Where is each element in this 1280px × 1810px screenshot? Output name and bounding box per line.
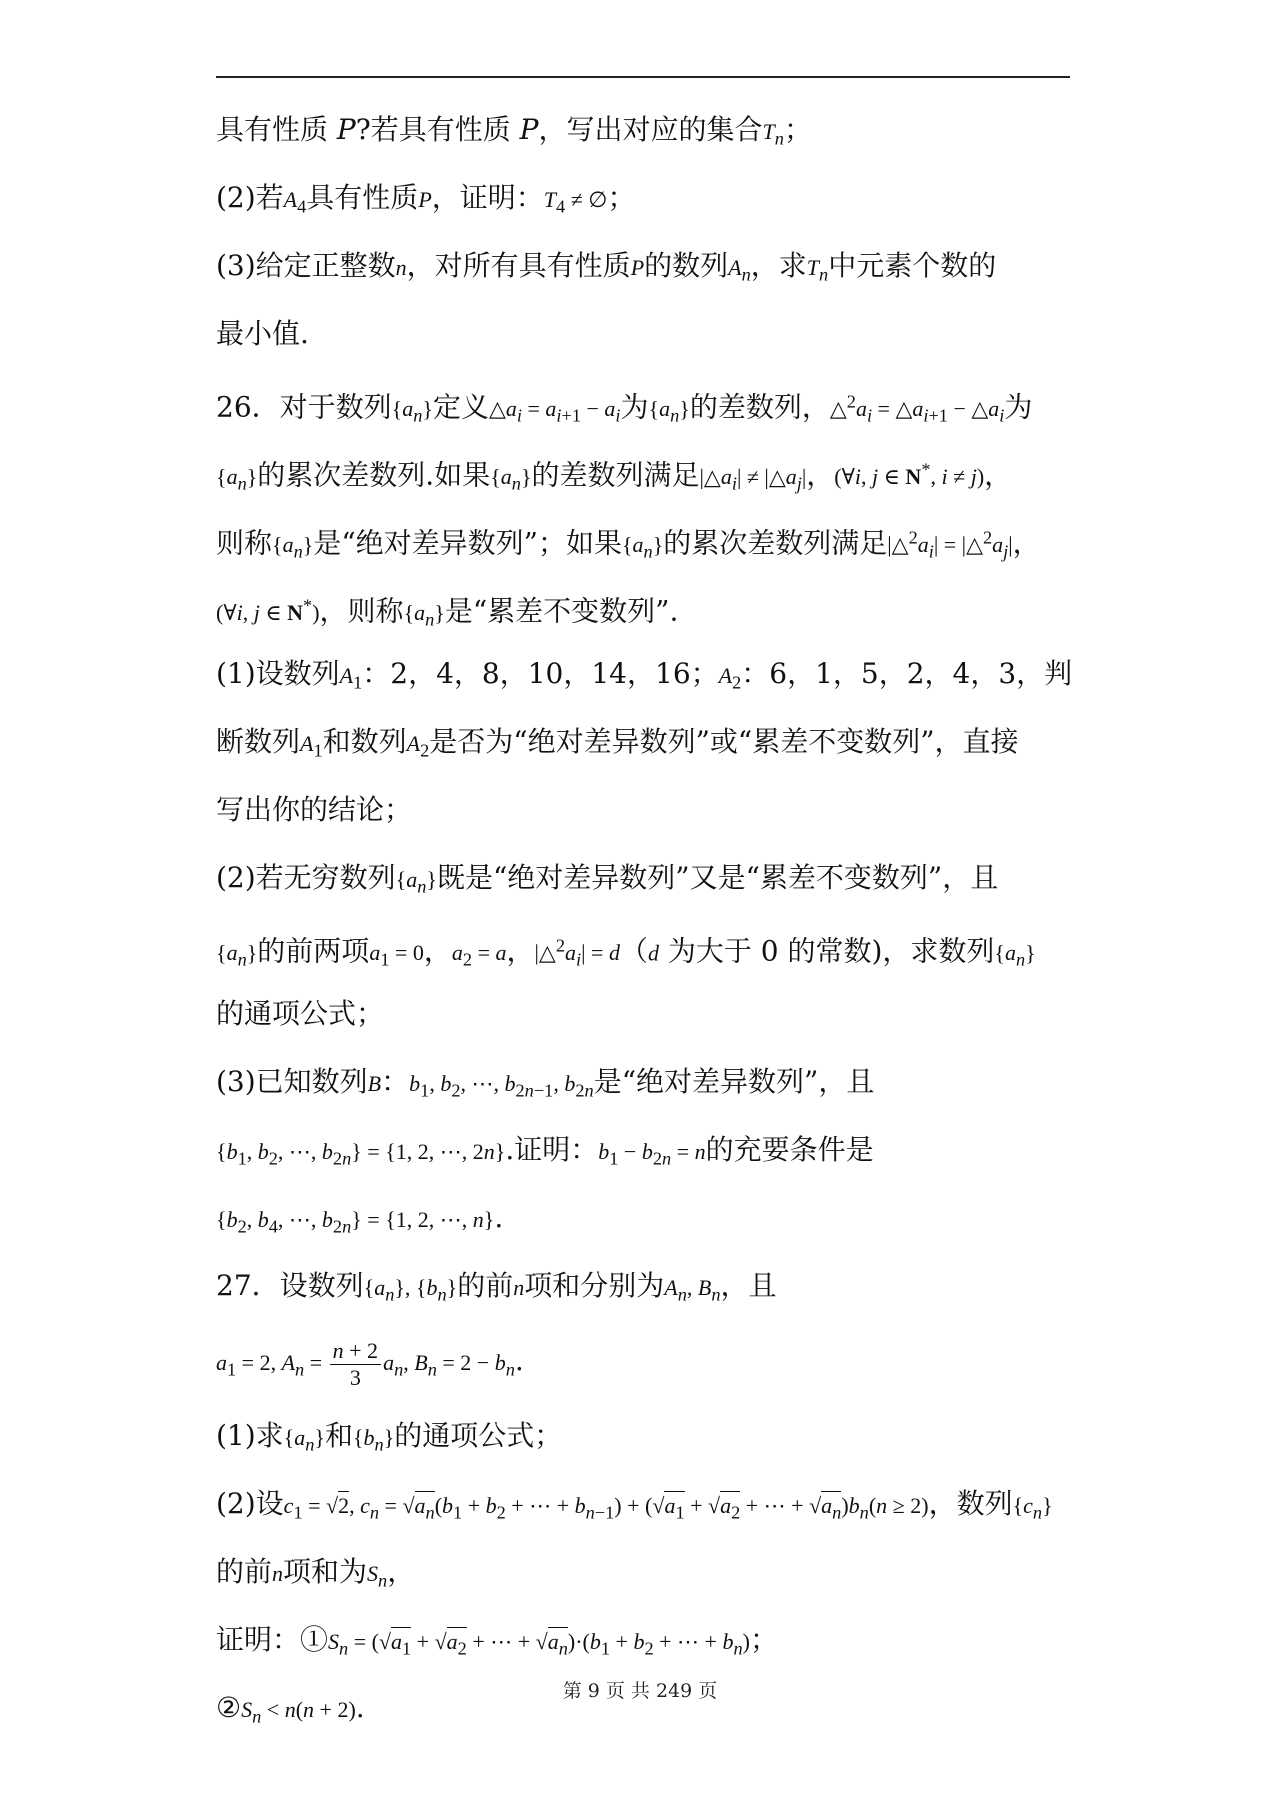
problem-26-line: 26．对于数列$\{a_n\}$定义$\triangle a_i = a_{i+1} - a_i$为$\{a_n\}$的差数列，$\triangle^2a_i$ = $\triangle a_{i+1}$ − $\triangle a_i$为 [216, 390, 1033, 426]
text-line: {$b_2$, $b_4$, ⋯, $b_{2n}\} = \{1$, 2, ⋯, n}. [216, 1201, 504, 1237]
formula-line: $a_1 = 2$, $A_n$ = $\frac{n + 2}{3}$ $a_n$, $B_n = 2 - b_n$. [216, 1338, 524, 1391]
text-line: (2)若无穷数列$\{a_n\}$既是“绝对差异数列”又是“累差不变数列”，且 [216, 861, 999, 897]
text-line: $\{a_n\}$的累次差数列.如果$\{a_n\}$的差数列满足$|\triangle a_i|$ ≠ $|\triangle a_j|$，(∀i, j ∈ N*, i ≠ j)， [216, 458, 1013, 494]
problem-text [216, 96, 1082, 1742]
text-line: 的通项公式； [216, 997, 385, 1030]
problem-27-line: 27．设数列$\{a_n\}$, $\{b_n\}$的前n项和分别为$A_n$, $B_n$，且 [216, 1269, 777, 1305]
text-line: (3)已知数列B：$b_1$, $b_2$, ⋯, $b_{2n-1}$, $b_{2n}$是“绝对差异数列”，且 [216, 1065, 875, 1101]
text-line: {$b_1$, $b_2$, ⋯, $b_{2n}\} = \{1$, 2, ⋯, 2n}.证明：$b_1 - b_{2n} = n$的充要条件是 [216, 1133, 874, 1169]
text-line: (3)给定正整数n，对所有具有性质P的数列$A_n$，求$T_n$中元素个数的 [216, 249, 997, 285]
text-line: (∀i, j ∈ N*)，则称$\{a_n\}$是“累差不变数列”. [216, 594, 679, 630]
text-line: (1)求$\{a_n\}$和$\{b_n\}$的通项公式； [216, 1419, 563, 1455]
text-line: (2)若$A_4$具有性质P，证明：$T_4$ ≠ ∅； [216, 181, 636, 217]
text-line: 最小值. [216, 317, 309, 350]
text-line: 写出你的结论； [216, 793, 413, 826]
header-rule [216, 76, 1070, 78]
text-line: 的前n项和为$S_n$， [216, 1555, 416, 1591]
text-line: 则称$\{a_n\}$是“绝对差异数列”；如果$\{a_n\}$的累次差数列满足$|\triangle^2a_i|$ = $|\triangle^2a_j|$， [216, 526, 1041, 562]
text-line: $②S_n < n(n + 2)$. [216, 1691, 365, 1727]
text-line: 具有性质 P?若具有性质 P，写出对应的集合$T_n$； [216, 113, 812, 149]
text-line: (2)设$c_1 = √2$, $c_n = √a_n(b_1 + b_2$ + ⋯ + $b_{n-1}) + (√a_1 + √a_2$ + ⋯ + $√a_n)b_n(n \ge 2)$，数列$\{c_n\}$ [216, 1487, 1053, 1523]
text-line: (1)设数列$A_1$：2，4，8，10，14，16；$A_2$：6，1，5，2，4，3，判 [216, 657, 1073, 693]
page-footer: 第 9 页 共 249 页 [562, 1680, 718, 1702]
text-line: 证明：$①S_n = (√a_1 + √a_2$ + ⋯ + $√a_n)\cdot(b_1 + b_2$ + ⋯ + $b_n$)； [216, 1623, 778, 1659]
text-line: $\{a_n\}$的前两项$a_1 = 0$，$a_2 = a$，$|\triangle^2a_i| = d(d$ 为大于 0 的常数)，求数列$\{a_n\}$ [216, 934, 1036, 970]
text-line: 断数列$A_1$和数列$A_2$是否为“绝对差异数列”或“累差不变数列”，直接 [216, 725, 1019, 761]
